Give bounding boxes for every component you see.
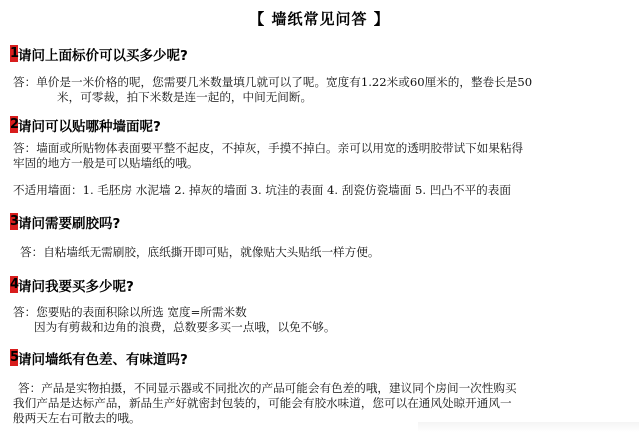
faq-question-5: [10, 349, 188, 366]
faq-question-2: [10, 116, 161, 133]
faq-answer-5: [13, 381, 639, 426]
question-text: 请问我要买多少呢?: [18, 278, 134, 295]
question-text: 请问墙纸有色差、有味道吗?: [18, 351, 188, 368]
answer-line: 我们产品是达标产品，新品生产好就密封包装的，可能会有胶水味道，您可以在通风处晾开通风一: [13, 396, 512, 410]
answer-line: 答：您要贴的表面积除以所选 宽度=所需米数: [13, 305, 247, 319]
faq-answer-1: [13, 75, 635, 105]
faq-answer-2-unsuitable-walls: [13, 183, 635, 198]
faq-answer-3: [20, 245, 639, 260]
question-number-badge: 5: [10, 350, 20, 365]
answer-line: 般两天左右可散去的哦。: [13, 411, 141, 425]
question-number-badge: 2: [10, 117, 20, 132]
answer-line: 答：墙面或所贴物体表面要平整不起皮，不掉灰，手摸不掉白。亲可以用宽的透明胶带试下如果粘得: [13, 141, 524, 155]
faq-question-3: [10, 213, 120, 230]
question-number-badge: 4: [10, 277, 20, 292]
faq-answer-4: [13, 305, 635, 335]
faq-question-1: [10, 45, 188, 62]
answer-line: 牢固的地方一般是可以贴墙纸的哦。: [13, 156, 199, 170]
faq-question-4: [10, 276, 134, 293]
question-text: 请问可以贴哪种墙面呢?: [18, 118, 161, 135]
answer-line: 因为有剪裁和边角的浪费，总数要多买一点哦，以免不够。: [34, 320, 336, 334]
answer-line: 米，可零裁，拍下米数是连一起的，中间无间断。: [57, 90, 313, 104]
answer-line: 答：自粘墙纸无需刷胶，底纸撕开即可贴，就像贴大头贴纸一样方便。: [20, 245, 380, 259]
answer-line: 不适用墙面：1. 毛胚房 水泥墙 2. 掉灰的墙面 3. 坑洼的表面 4. 刮瓷仿瓷墙面 5. 凹凸不平的表面: [13, 183, 511, 197]
answer-line: 答：产品是实物拍摄，不同显示器或不同批次的产品可能会有色差的哦，建议同个房间一次性购买: [18, 381, 517, 395]
page-title: 【 墙纸常见问答 】: [249, 10, 390, 28]
question-number-badge: 3: [10, 214, 20, 229]
question-text: 请问需要刷胶吗?: [18, 215, 121, 232]
question-text: 请问上面标价可以买多少呢?: [18, 47, 188, 64]
question-number-badge: 1: [10, 46, 20, 61]
faq-answer-2: [13, 141, 635, 171]
answer-line: 答：单价是一米价格的呢，您需要几米数量填几就可以了呢。宽度有1.22米或60厘米的，整卷长是50: [13, 75, 533, 89]
bottom-fade: [418, 422, 639, 432]
